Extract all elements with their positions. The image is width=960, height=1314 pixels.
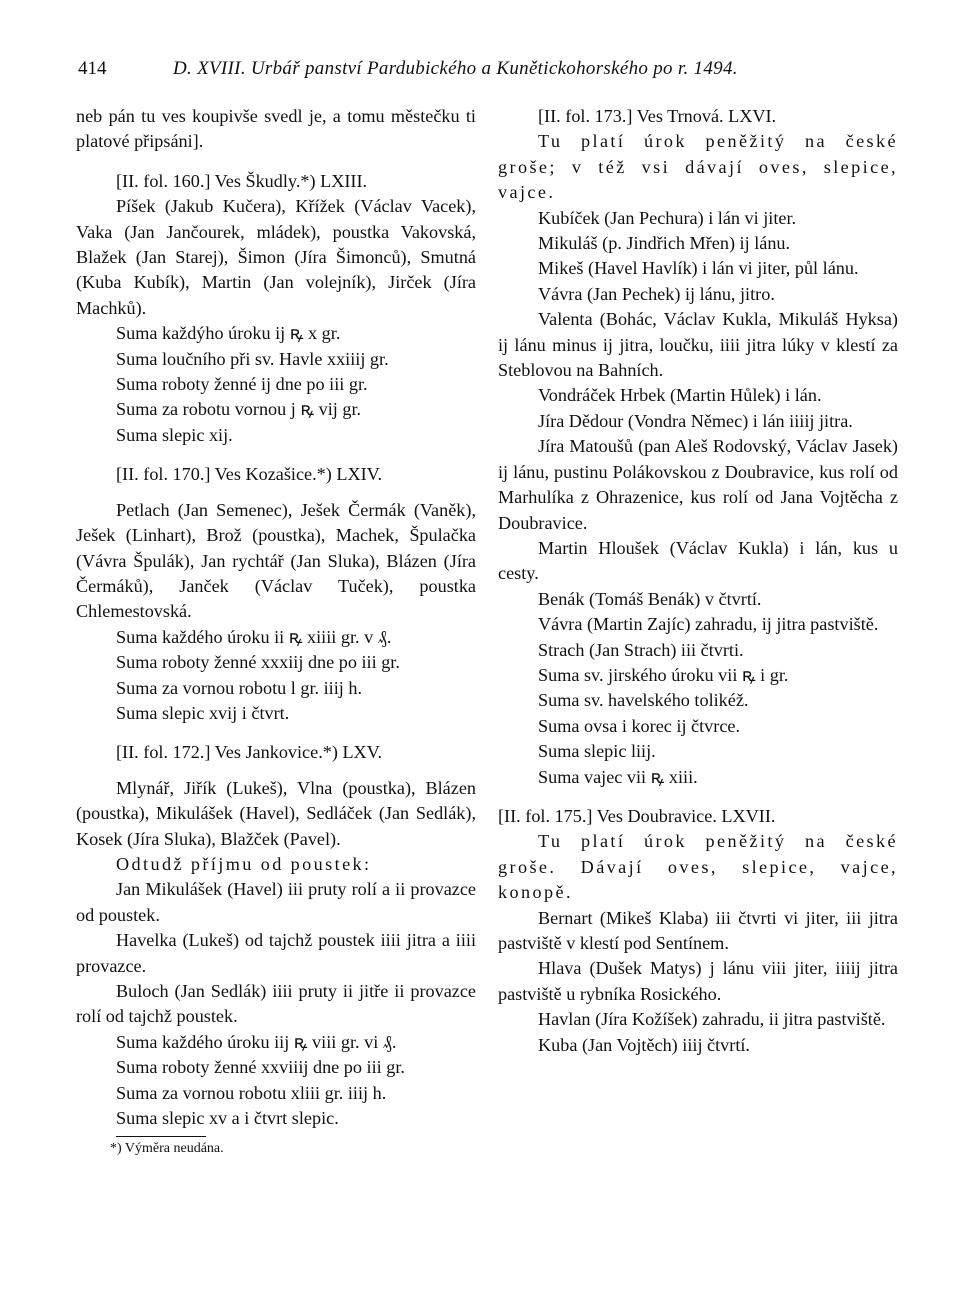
paragraph: Suma roboty ženné xxviiij dne po iii gr. bbox=[116, 1057, 405, 1078]
paragraph: Jíra Matoušů (pan Aleš Rodovský, Václav Jasek) ij lánu, pustinu Polákovskou z Doubravice, kus rolí od Marhulíka z Ohrazenice, kus rolí od Jana Vojtěcha z Doubravice. bbox=[498, 436, 898, 533]
footnote: *) Výměra neudána. bbox=[110, 1141, 224, 1157]
paragraph: Buloch (Jan Sedlák) iiii pruty ii jitře ii provazce rolí od tajchž poustek. bbox=[76, 981, 476, 1027]
paragraph: Hlava (Dušek Matys) j lánu viii jiter, iiiij jitra pastviště u rybníka Rosického. bbox=[498, 958, 898, 1004]
paragraph: Martin Hloušek (Václav Kukla) i lán, kus u cesty. bbox=[498, 537, 898, 584]
paragraph: Mlynář, Jiřík (Lukeš), Vlna (poustka), Blázen (poustka), Mikulášek (Havel), Sedláček (Jan Sedlák), Kosek (Jíra Sluka), Blažček (Pavel). bbox=[76, 777, 476, 849]
left-column bbox=[76, 104, 476, 1158]
paragraph: Mikuláš (p. Jindřich Mřen) ij lánu. bbox=[538, 233, 791, 254]
paragraph: Suma loučního při sv. Havle xxiiij gr. bbox=[116, 348, 389, 369]
paragraph: Bernart (Mikeš Klaba) iii čtvrti vi jiter, iii jitra pastviště v klestí pod Sentínem. bbox=[498, 907, 898, 953]
paragraph: Suma slepic xv a i čtvrt slepic. bbox=[116, 1108, 339, 1129]
paragraph: Petlach (Jan Semenec), Ješek Čermák (Vaněk), Ješek (Linhart), Brož (poustka), Machek, Špulačka (Vávra Špulák), Jan rychtář (Jan Sluka), Blázen (Jíra Čermáků), Janček (Václav Tuček), poustka Chlemestovská. bbox=[76, 499, 476, 622]
paragraph: Benák (Tomáš Benák) v čtvrtí. bbox=[538, 588, 762, 609]
paragraph: Suma roboty ženné xxxiij dne po iii gr. bbox=[116, 652, 400, 673]
paragraph: Tu platí úrok peněžitý na české groše. Dávají oves, slepice, vajce, konopě. bbox=[498, 831, 898, 903]
paragraph: neb pán tu ves koupivše svedl je, a tomu městečku ti platové připsáni]. bbox=[76, 106, 476, 152]
paragraph: Jíra Dědour (Vondra Němec) i lán iiiij jitra. bbox=[538, 410, 853, 431]
paragraph: Suma sv. jirského úroku vii ꝶ i gr. bbox=[538, 664, 789, 685]
paragraph: Odtudž příjmu od poustek: bbox=[116, 853, 372, 874]
paragraph: Suma každého úroku iij ꝶ viii gr. vi ₰. bbox=[116, 1031, 397, 1052]
paragraph: Píšek (Jakub Kučera), Křížek (Václav Vacek), Vaka (Jan Jančourek, mládek), poustka Vakovská, Blažek (Jan Starej), Šimon (Jíra Šimonců), Smutná (Kuba Kubík), Martin (Jan volejník), Jirček (Jíra Machků). bbox=[76, 196, 476, 318]
paragraph: Suma za vornou robotu l gr. iiij h. bbox=[116, 677, 363, 698]
paragraph: Suma sv. havelského tolikéž. bbox=[538, 690, 749, 711]
paragraph: Strach (Jan Strach) iii čtvrti. bbox=[538, 639, 744, 660]
paragraph: Suma slepic xij. bbox=[116, 424, 233, 445]
page-number: 414 bbox=[78, 58, 107, 79]
right-column bbox=[498, 104, 898, 1058]
paragraph: Tu platí úrok peněžitý na české groše; v též vsi dávají oves, slepice, vajce. bbox=[498, 131, 898, 203]
paragraph: Kuba (Jan Vojtěch) iiij čtvrtí. bbox=[538, 1034, 750, 1055]
running-title: D. XVIII. Urbář panství Pardubického a Kunětickohorského po r. 1494. bbox=[173, 58, 738, 79]
paragraph: Havelka (Lukeš) od tajchž poustek iiii jitra a iiii provazce. bbox=[76, 930, 476, 976]
village-heading: [II. fol. 170.] Ves Kozašice.*) LXIV. bbox=[116, 464, 383, 485]
paragraph: Suma slepic xvij i čtvrt. bbox=[116, 702, 290, 723]
village-heading: [II. fol. 172.] Ves Jankovice.*) LXV. bbox=[116, 742, 383, 763]
paragraph: Vávra (Martin Zajíc) zahradu, ij jitra pastviště. bbox=[538, 614, 879, 635]
paragraph: Suma slepic liij. bbox=[538, 741, 656, 762]
paragraph: Vávra (Jan Pechek) ij lánu, jitro. bbox=[538, 283, 775, 304]
village-heading: [II. fol. 175.] Ves Doubravice. LXVII. bbox=[498, 805, 776, 826]
paragraph: Suma vajec vii ꝶ xiii. bbox=[538, 766, 698, 787]
paragraph: Vondráček Hrbek (Martin Hůlek) i lán. bbox=[538, 385, 822, 406]
village-heading: [II. fol. 160.] Ves Škudly.*) LXIII. bbox=[116, 170, 368, 191]
paragraph: Suma za robotu vornou j ꝶ vij gr. bbox=[116, 399, 362, 420]
paragraph: Suma každýho úroku ij ꝶ x gr. bbox=[116, 323, 341, 344]
paragraph: Kubíček (Jan Pechura) i lán vi jiter. bbox=[538, 207, 797, 228]
footnote-rule bbox=[116, 1136, 206, 1137]
paragraph: Suma roboty ženné ij dne po iii gr. bbox=[116, 374, 368, 395]
paragraph: Suma ovsa i korec ij čtvrce. bbox=[538, 715, 741, 736]
paragraph: Suma každého úroku ii ꝶ xiiii gr. v ₰. bbox=[116, 626, 392, 647]
village-heading: [II. fol. 173.] Ves Trnová. LXVI. bbox=[538, 106, 777, 126]
paragraph: Suma za vornou robotu xliii gr. iiij h. bbox=[116, 1082, 387, 1103]
paragraph: Havlan (Jíra Kožíšek) zahradu, ii jitra pastviště. bbox=[538, 1009, 886, 1030]
paragraph: Mikeš (Havel Havlík) i lán vi jiter, půl lánu. bbox=[538, 258, 859, 279]
paragraph: Jan Mikulášek (Havel) iii pruty rolí a ii provazce od poustek. bbox=[76, 879, 476, 925]
paragraph: Valenta (Bohác, Václav Kukla, Mikuláš Hyksa) ij lánu minus ij jitra, loučku, iiii jitra lúky v klestí za Steblovou na Bahních. bbox=[498, 309, 898, 381]
